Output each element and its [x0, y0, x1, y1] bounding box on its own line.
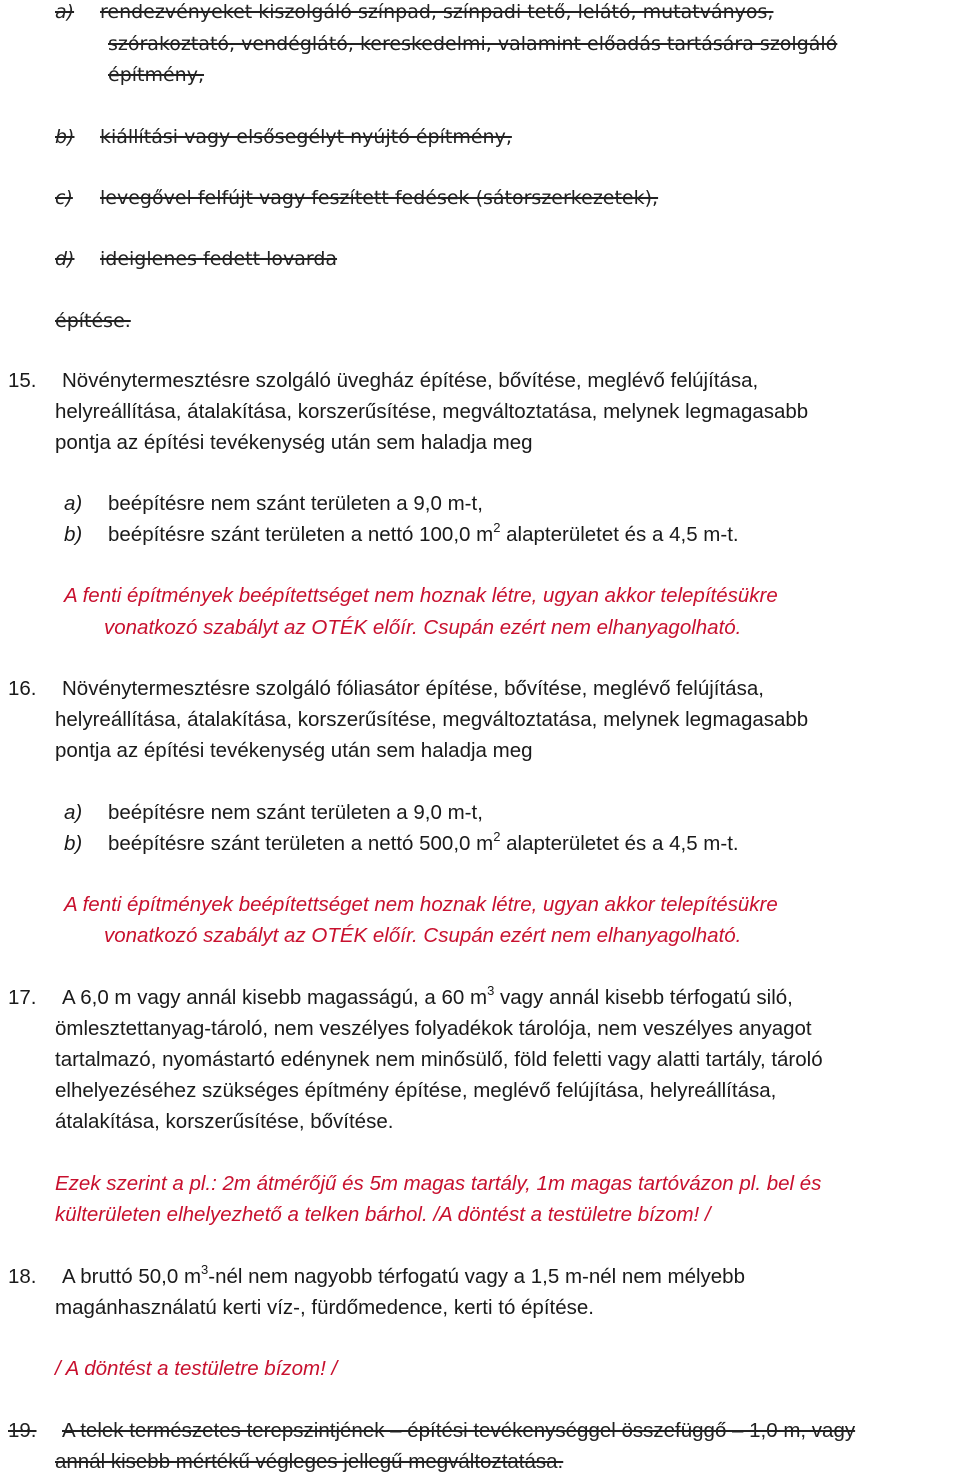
item-text-line: A 6,0 m vagy annál kisebb magasságú, a 60 $m^3$ vagy annál kisebb térfogatú siló, — [62, 983, 793, 1009]
item-number: 15. — [8, 369, 37, 392]
list-end: építése. — [55, 310, 131, 332]
item-number: 16. — [8, 677, 37, 700]
note-line: vonatkozó szabályt az OTÉK előír. Csupán ezért nem elhanyagolható. — [104, 924, 742, 947]
list-item-a-line3: építmény, — [108, 64, 205, 86]
sub-item-b: beépítésre szánt területen a nettó 100,0 $m^2$ alapterületet és a 4,5 m-t. — [108, 520, 739, 546]
item-number: 17. — [8, 986, 37, 1009]
item-text-line: Növénytermesztésre szolgáló üvegház építése, bővítése, meglévő felújítása, — [62, 369, 759, 392]
note-line: A fenti építmények beépítettséget nem hoznak létre, ugyan akkor telepítésükre — [64, 584, 778, 607]
sub-marker-a: a) — [64, 801, 83, 824]
note-line: A fenti építmények beépítettséget nem hoznak létre, ugyan akkor telepítésükre — [64, 893, 778, 916]
list-item-a-line2: szórakoztató, vendéglátó, kereskedelmi, valamint előadás tartására szolgáló — [108, 33, 838, 55]
item-text-line: helyreállítása, átalakítása, korszerűsítése, megváltoztatása, melynek legmagasabb — [55, 708, 809, 731]
item-number: 19. — [8, 1419, 37, 1442]
item-text-line: tartalmazó, nyomástartó edénynek nem minősülő, föld feletti vagy alatti tartály, tároló — [55, 1048, 823, 1071]
note-line: vonatkozó szabályt az OTÉK előír. Csupán ezért nem elhanyagolható. — [104, 616, 742, 639]
note-line: Ezek szerint a pl.: 2m átmérőjű és 5m magas tartály, 1m magas tartóvázon pl. bel és — [55, 1172, 822, 1195]
sub-marker-b: b) — [64, 523, 83, 546]
item-text-line: helyreállítása, átalakítása, korszerűsítése, megváltoztatása, melynek legmagasabb — [55, 400, 809, 423]
note-line: / A döntést a testületre bízom! / — [55, 1357, 338, 1380]
item-text-line: pontja az építési tevékenység után sem haladja meg — [55, 739, 533, 762]
list-item-a-line1: rendezvényeket kiszolgáló színpad, színpadi tető, lelátó, mutatványos, — [100, 1, 774, 23]
sub-marker-a: a) — [64, 492, 83, 515]
item-text-line: magánhasználatú kerti víz-, fürdőmedence, kerti tó építése. — [55, 1296, 594, 1319]
list-item-d: ideiglenes fedett lovarda — [100, 248, 338, 270]
list-item-c: levegővel felfújt vagy feszített fedések (sátorszerkezetek), — [100, 187, 659, 209]
list-marker-d: d) — [55, 248, 75, 270]
sub-item-a: beépítésre nem szánt területen a 9,0 m-t, — [108, 801, 483, 824]
list-marker-b: b) — [55, 126, 75, 148]
list-item-b: kiállítási vagy elsősegélyt nyújtó építmény, — [100, 126, 512, 148]
sub-marker-b: b) — [64, 832, 83, 855]
item-number: 18. — [8, 1265, 37, 1288]
item-text-line: Növénytermesztésre szolgáló fóliasátor építése, bővítése, meglévő felújítása, — [62, 677, 764, 700]
item-text-line: annál kisebb mértékű végleges jellegű megváltoztatása. — [55, 1450, 564, 1473]
item-text-line: A telek természetes terepszintjének – építési tevékenységgel összefüggő – 1,0 m, vagy — [62, 1419, 856, 1442]
list-marker-c: c) — [55, 187, 73, 209]
item-text-line: ömlesztettanyag-tároló, nem veszélyes folyadékok tárolója, nem veszélyes anyagot — [55, 1017, 812, 1040]
item-text-line: pontja az építési tevékenység után sem haladja meg — [55, 431, 533, 454]
item-text-line: A bruttó 50,0 $m^3$-nél nem nagyobb térfogatú vagy a 1,5 m-nél nem mélyebb — [62, 1262, 745, 1288]
item-text-line: elhelyezéséhez szükséges építmény építése, meglévő felújítása, helyreállítása, — [55, 1079, 777, 1102]
item-text-line: átalakítása, korszerűsítése, bővítése. — [55, 1110, 394, 1133]
note-line: külterületen elhelyezhető a telken bárhol. /A döntést a testületre bízom! / — [55, 1203, 711, 1226]
list-marker-a: a) — [55, 1, 75, 23]
sub-item-b: beépítésre szánt területen a nettó 500,0 $m^2$ alapterületet és a 4,5 m-t. — [108, 829, 739, 855]
sub-item-a: beépítésre nem szánt területen a 9,0 m-t, — [108, 492, 483, 515]
